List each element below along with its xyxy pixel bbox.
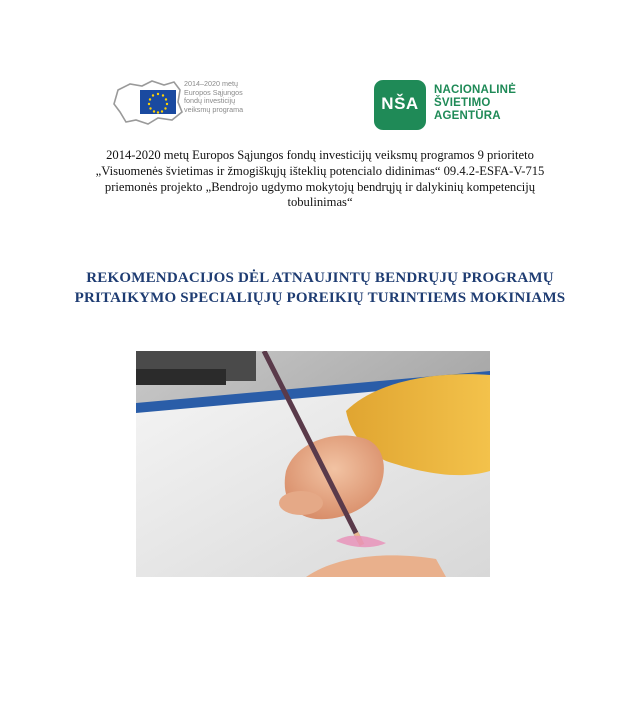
nsa-name-line: NACIONALINĖ bbox=[434, 84, 517, 96]
esf-logo-text bbox=[184, 80, 264, 114]
title-line: REKOMENDACIJOS DĖL ATNAUJINTŲ BENDRŲJŲ PROGRAMŲ bbox=[86, 270, 554, 286]
nsa-name-line: ŠVIETIMO bbox=[434, 97, 491, 109]
esf-text-line: 2014–2020 metų bbox=[184, 79, 238, 88]
nsa-logo-badge bbox=[374, 80, 426, 130]
nsa-logo-name bbox=[434, 84, 516, 123]
nsa-badge-text: NŠA bbox=[381, 94, 419, 113]
title-line: PRITAIKYMO SPECIALIŲJŲ POREIKIŲ TURINTIEMS MOKINIAMS bbox=[74, 290, 566, 306]
project-line: priemonės projekto „Bendrojo ugdymo mokytojų bendrųjų ir dalykinių kompetencijų bbox=[104, 179, 536, 194]
project-description bbox=[60, 148, 580, 211]
esf-text-line: veiksmų programa bbox=[184, 104, 244, 114]
project-line: 2014-2020 metų Europos Sąjungos fondų investicijų veiksmų programos 9 prioriteto bbox=[106, 148, 534, 162]
child-drawing-photo bbox=[136, 351, 490, 577]
project-line: „Visuomenės švietimas ir žmogiškųjų išteklių potencialo didinimas“ 09.4.2-ESFA-V-715 bbox=[95, 163, 545, 178]
esf-text-line: Europos Sąjungos bbox=[184, 87, 243, 97]
project-line: tobulinimas“ bbox=[287, 195, 353, 210]
document-title bbox=[20, 268, 620, 308]
esf-text-line: fondų investicijų bbox=[184, 96, 236, 106]
nsa-name-line: AGENTŪRA bbox=[434, 110, 501, 122]
